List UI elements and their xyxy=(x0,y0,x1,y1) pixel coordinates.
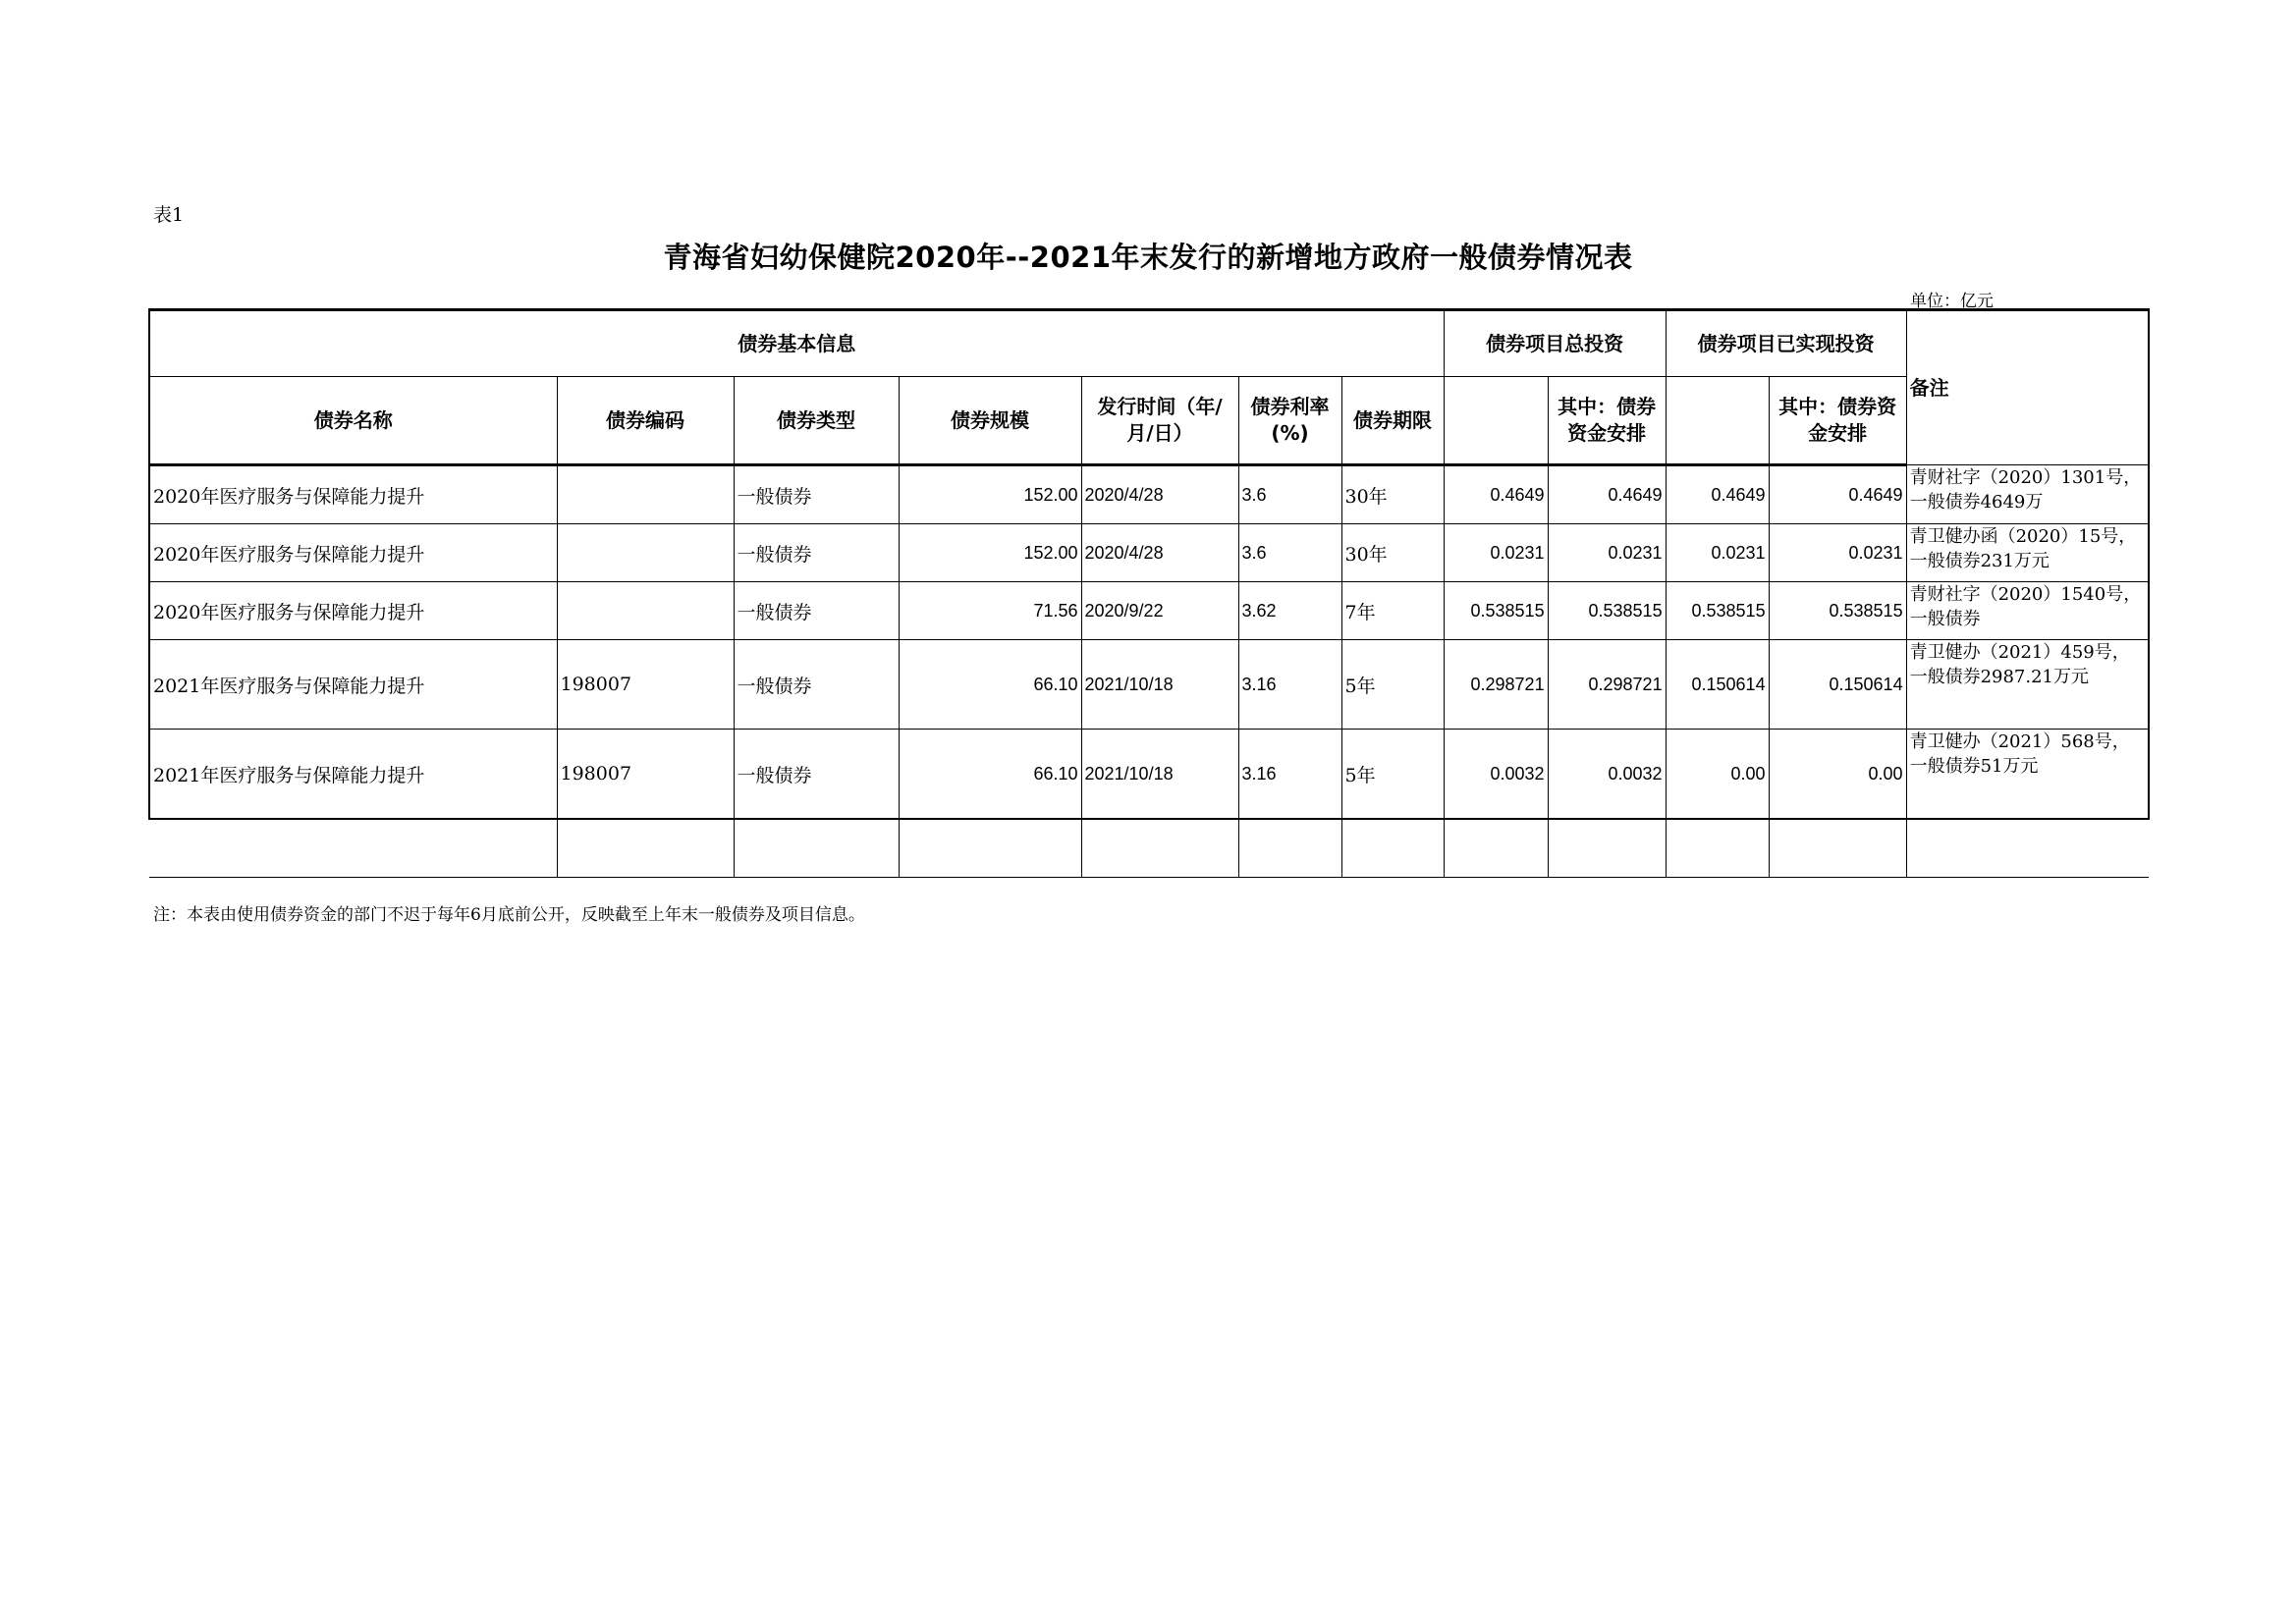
header-bond-name: 债券名称 xyxy=(149,377,557,465)
empty-cell xyxy=(1341,819,1444,878)
cell-remark: 青卫健办（2021）459号，一般债券2987.21万元 xyxy=(1906,640,2149,730)
empty-cell xyxy=(1444,819,1548,878)
cell-rate: 3.6 xyxy=(1238,524,1341,582)
header-basic-info: 债券基本信息 xyxy=(149,310,1444,377)
cell-scale: 66.10 xyxy=(899,640,1081,730)
header-bond-scale: 债券规模 xyxy=(899,377,1081,465)
cell-rate: 3.16 xyxy=(1238,640,1341,730)
table-row xyxy=(149,524,2149,582)
table-row-empty xyxy=(149,819,2149,878)
cell-term: 7年 xyxy=(1341,582,1444,640)
cell-date: 2020/9/22 xyxy=(1081,582,1238,640)
cell-term: 30年 xyxy=(1341,465,1444,524)
cell-type: 一般债券 xyxy=(734,524,899,582)
empty-cell xyxy=(899,819,1081,878)
cell-realized: 0.4649 xyxy=(1666,465,1769,524)
cell-remark: 青财社字（2020）1540号，一般债券 xyxy=(1906,582,2149,640)
empty-cell xyxy=(1238,819,1341,878)
header-rate: 债券利率(%) xyxy=(1238,377,1341,465)
cell-realized-bond: 0.150614 xyxy=(1769,640,1906,730)
cell-name: 2020年医疗服务与保障能力提升 xyxy=(149,465,557,524)
cell-code xyxy=(557,465,734,524)
table-row xyxy=(149,582,2149,640)
cell-term: 30年 xyxy=(1341,524,1444,582)
header-total-blank xyxy=(1444,377,1548,465)
cell-scale: 152.00 xyxy=(899,524,1081,582)
cell-date: 2021/10/18 xyxy=(1081,730,1238,820)
cell-realized: 0.538515 xyxy=(1666,582,1769,640)
empty-cell xyxy=(1906,819,2149,878)
unit-label: 单位：亿元 xyxy=(1910,292,1994,311)
cell-remark: 青卫健办函（2020）15号，一般债券231万元 xyxy=(1906,524,2149,582)
cell-type: 一般债券 xyxy=(734,465,899,524)
page-title: 青海省妇幼保健院2020年--2021年末发行的新增地方政府一般债券情况表 xyxy=(663,241,1633,274)
cell-total: 0.0231 xyxy=(1444,524,1548,582)
empty-cell xyxy=(734,819,899,878)
cell-realized-bond: 0.4649 xyxy=(1769,465,1906,524)
cell-remark: 青卫健办（2021）568号，一般债券51万元 xyxy=(1906,730,2149,820)
cell-rate: 3.62 xyxy=(1238,582,1341,640)
header-realized-blank xyxy=(1666,377,1769,465)
cell-name: 2021年医疗服务与保障能力提升 xyxy=(149,730,557,820)
cell-total-bond: 0.0032 xyxy=(1548,730,1666,820)
cell-rate: 3.16 xyxy=(1238,730,1341,820)
cell-rate: 3.6 xyxy=(1238,465,1341,524)
header-realized-invest: 债券项目已实现投资 xyxy=(1666,310,1906,377)
header-bond-type: 债券类型 xyxy=(734,377,899,465)
cell-realized: 0.0231 xyxy=(1666,524,1769,582)
header-total-invest: 债券项目总投资 xyxy=(1444,310,1666,377)
empty-cell xyxy=(149,819,557,878)
cell-total-bond: 0.4649 xyxy=(1548,465,1666,524)
cell-realized-bond: 0.538515 xyxy=(1769,582,1906,640)
cell-realized: 0.150614 xyxy=(1666,640,1769,730)
table-row xyxy=(149,465,2149,524)
header-term: 债券期限 xyxy=(1341,377,1444,465)
cell-term: 5年 xyxy=(1341,730,1444,820)
cell-type: 一般债券 xyxy=(734,730,899,820)
cell-total: 0.538515 xyxy=(1444,582,1548,640)
header-issue-date: 发行时间（年/月/日） xyxy=(1081,377,1238,465)
cell-term: 5年 xyxy=(1341,640,1444,730)
cell-total: 0.4649 xyxy=(1444,465,1548,524)
cell-date: 2020/4/28 xyxy=(1081,465,1238,524)
cell-realized-bond: 0.0231 xyxy=(1769,524,1906,582)
cell-code: 198007 xyxy=(557,640,734,730)
empty-cell xyxy=(1081,819,1238,878)
cell-name: 2020年医疗服务与保障能力提升 xyxy=(149,524,557,582)
empty-cell xyxy=(1769,819,1906,878)
cell-scale: 152.00 xyxy=(899,465,1081,524)
footnote: 注：本表由使用债券资金的部门不迟于每年6月底前公开，反映截至上年末一般债券及项目信息。 xyxy=(153,905,865,925)
cell-realized-bond: 0.00 xyxy=(1769,730,1906,820)
cell-name: 2020年医疗服务与保障能力提升 xyxy=(149,582,557,640)
cell-type: 一般债券 xyxy=(734,582,899,640)
cell-name: 2021年医疗服务与保障能力提升 xyxy=(149,640,557,730)
cell-total: 0.0032 xyxy=(1444,730,1548,820)
header-realized-of-which: 其中：债券资金安排 xyxy=(1769,377,1906,465)
cell-scale: 71.56 xyxy=(899,582,1081,640)
cell-realized: 0.00 xyxy=(1666,730,1769,820)
cell-code: 198007 xyxy=(557,730,734,820)
cell-code xyxy=(557,524,734,582)
cell-date: 2021/10/18 xyxy=(1081,640,1238,730)
cell-code xyxy=(557,582,734,640)
cell-total-bond: 0.298721 xyxy=(1548,640,1666,730)
cell-date: 2020/4/28 xyxy=(1081,524,1238,582)
page-label: 表1 xyxy=(153,204,185,226)
header-remark: 备注 xyxy=(1906,310,2149,465)
bond-table xyxy=(148,308,2150,878)
cell-total-bond: 0.538515 xyxy=(1548,582,1666,640)
table-row xyxy=(149,730,2149,820)
table-row xyxy=(149,640,2149,730)
empty-cell xyxy=(1548,819,1666,878)
cell-type: 一般债券 xyxy=(734,640,899,730)
empty-cell xyxy=(557,819,734,878)
empty-cell xyxy=(1666,819,1769,878)
cell-remark: 青财社字（2020）1301号，一般债券4649万 xyxy=(1906,465,2149,524)
cell-scale: 66.10 xyxy=(899,730,1081,820)
cell-total-bond: 0.0231 xyxy=(1548,524,1666,582)
cell-total: 0.298721 xyxy=(1444,640,1548,730)
header-bond-code: 债券编码 xyxy=(557,377,734,465)
header-total-of-which: 其中：债券资金安排 xyxy=(1548,377,1666,465)
